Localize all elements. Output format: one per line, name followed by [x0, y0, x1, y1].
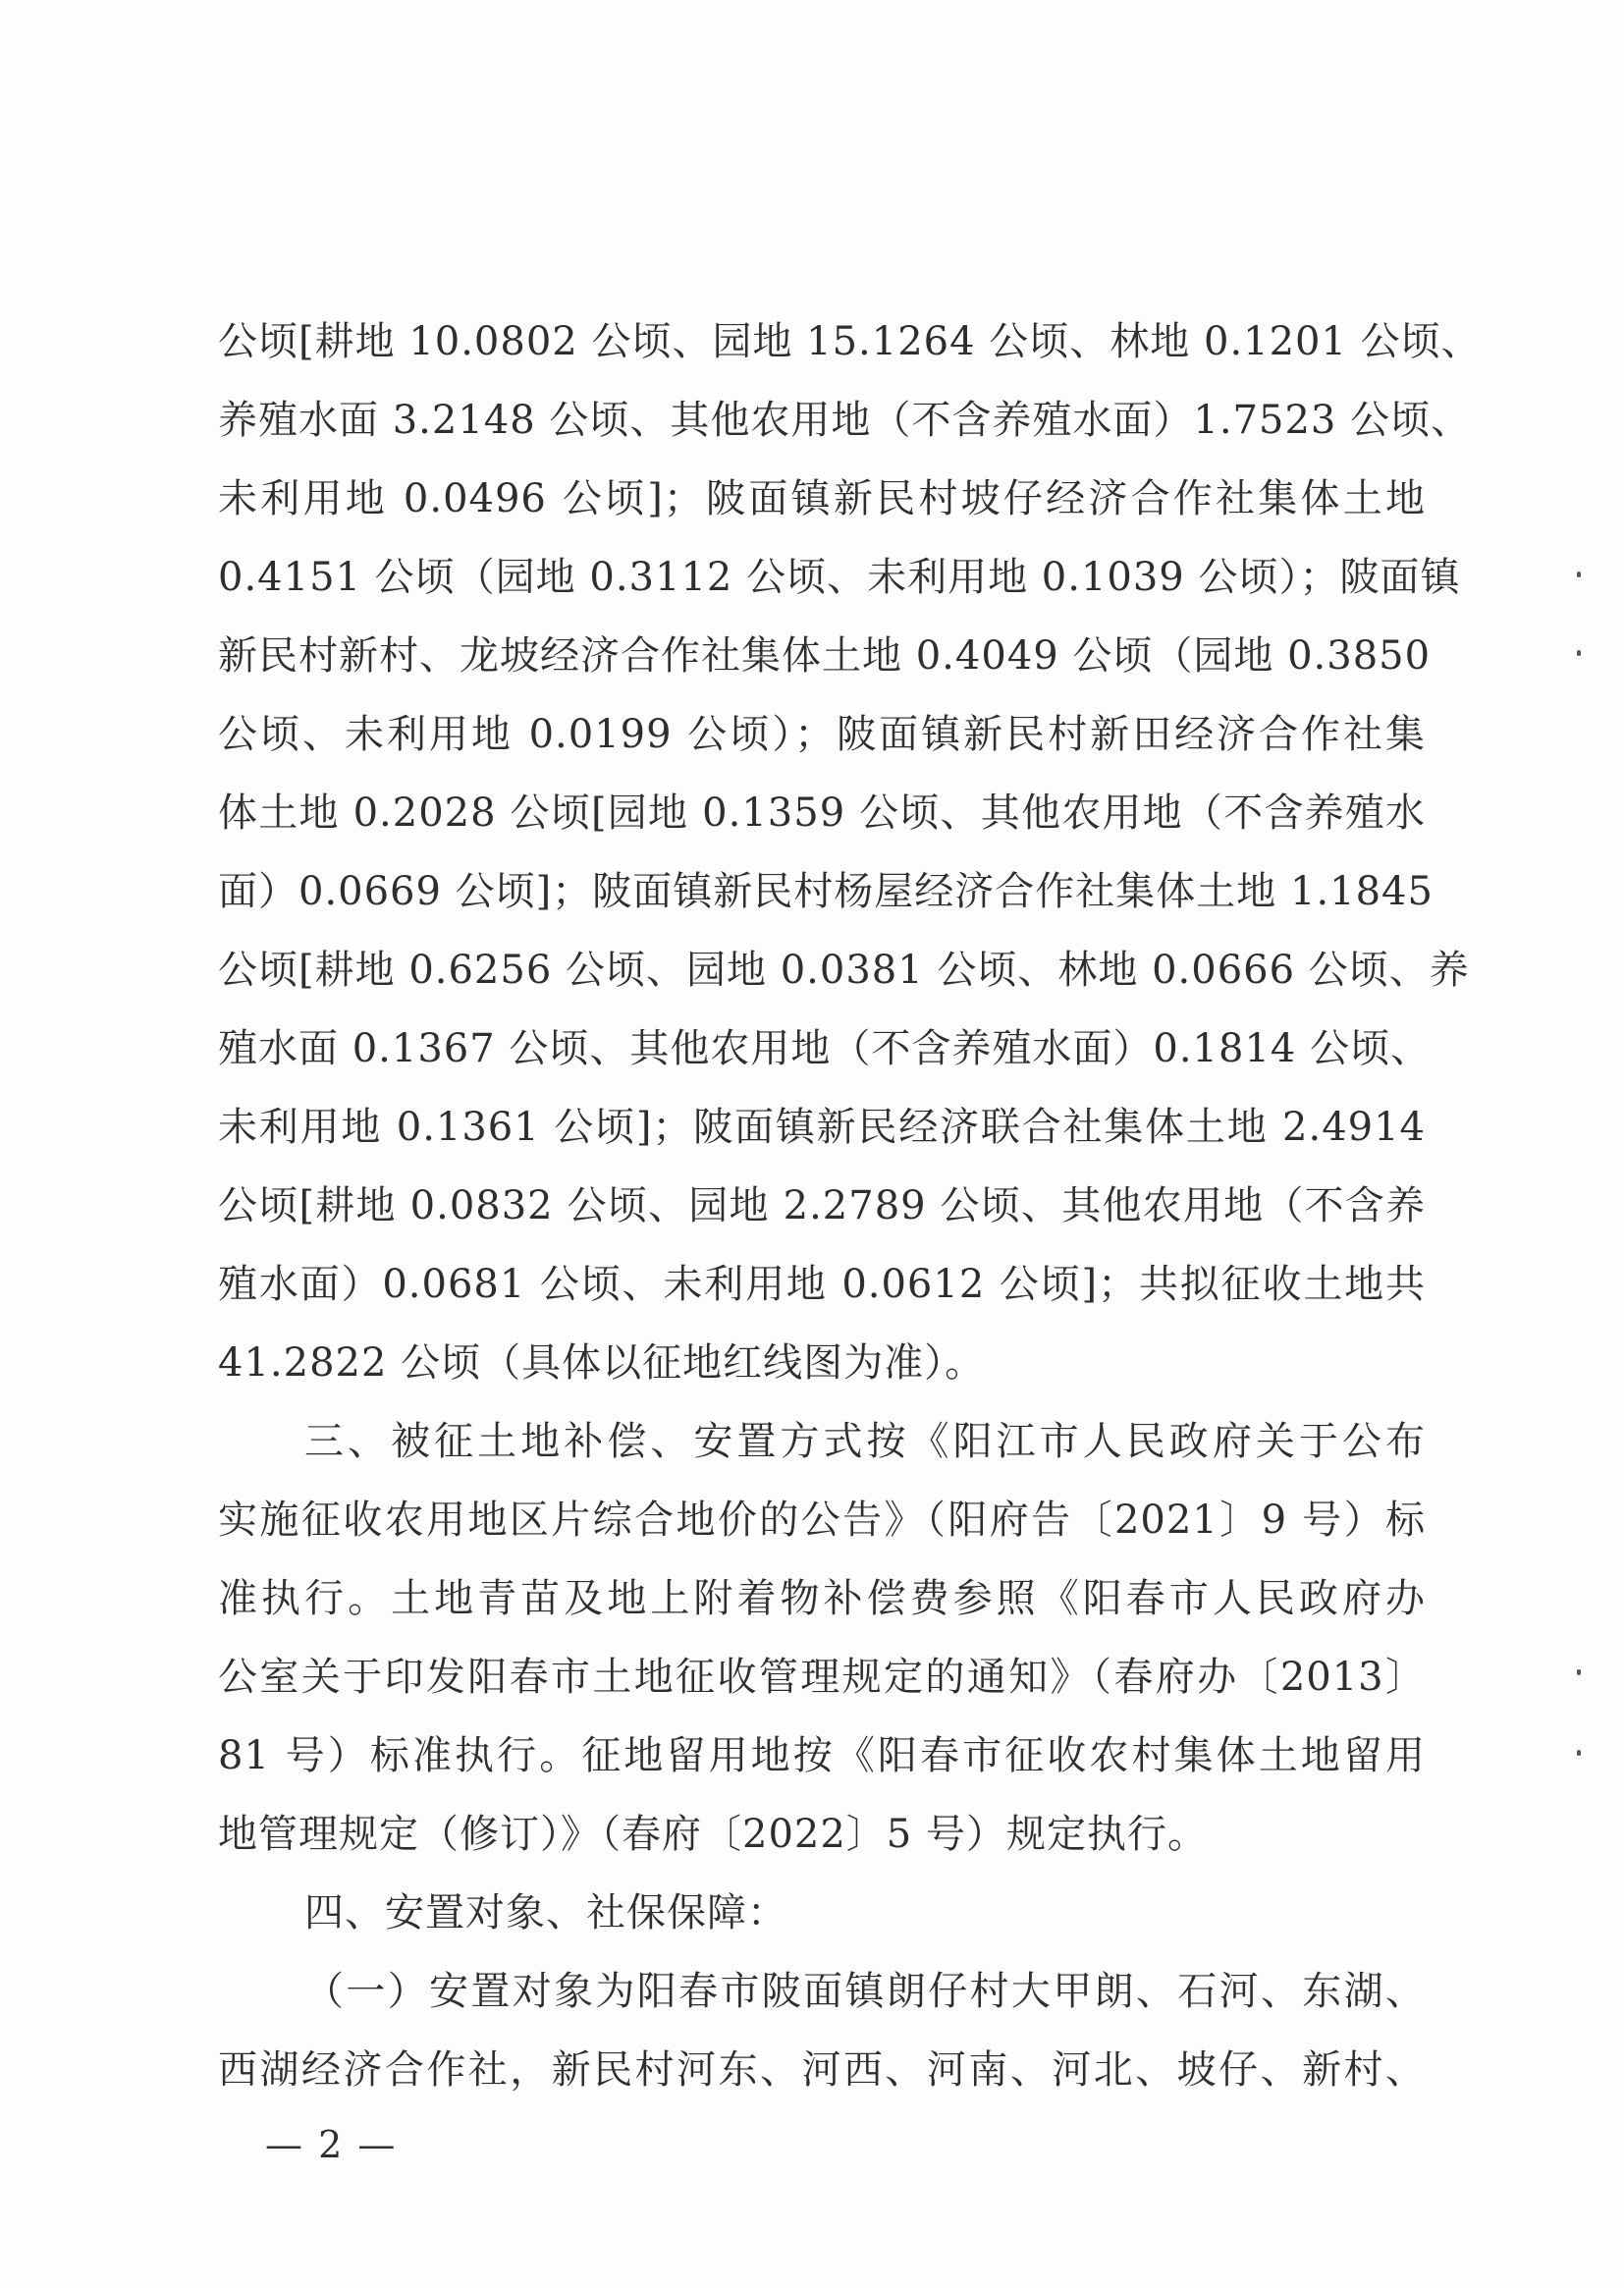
- text-line-14: 41.2822 公顷（具体以征地红线图为准）。: [218, 1340, 986, 1386]
- text-line-23: 西湖经济合作社，新民村河东、河西、河南、河北、坡仔、新村、: [218, 2047, 1426, 2093]
- scan-speck: [1577, 1669, 1581, 1675]
- text-line-19: 81 号）标准执行。征地留用地按《阳春市征收农村集体土地留用: [218, 1733, 1426, 1778]
- text-line-3: 未利用地 0.0496 公顷]；陂面镇新民村坡仔经济合作社集体土地: [218, 476, 1426, 521]
- text-line-6: 公顷、未利用地 0.0199 公顷）；陂面镇新民村新田经济合作社集: [218, 712, 1426, 757]
- subsection-one-line: （一）安置对象为阳春市陂面镇朗仔村大甲朗、石河、东湖、: [304, 1969, 1426, 2014]
- scan-speck: [1577, 572, 1581, 577]
- section-three-heading-line: 三、被征土地补偿、安置方式按《阳江市人民政府关于公布: [304, 1419, 1426, 1464]
- text-line-20: 地管理规定（修订）》（春府〔2022〕5 号）规定执行。: [218, 1812, 1208, 1857]
- scan-speck: [1577, 650, 1581, 656]
- text-line-7: 体土地 0.2028 公顷[园地 0.1359 公顷、其他农用地（不含养殖水: [218, 790, 1426, 836]
- text-line-13: 殖水面）0.0681 公顷、未利用地 0.0612 公顷]；共拟征收土地共: [218, 1262, 1426, 1307]
- text-line-9: 公顷[耕地 0.6256 公顷、园地 0.0381 公顷、林地 0.0666 公顷、养: [218, 948, 1470, 993]
- text-line-10: 殖水面 0.1367 公顷、其他农用地（不含养殖水面）0.1814 公顷、: [218, 1026, 1432, 1071]
- text-line-18: 公室关于印发阳春市土地征收管理规定的通知》（春府办〔2013〕: [218, 1655, 1426, 1700]
- text-line-8: 面）0.0669 公顷]；陂面镇新民村杨屋经济合作社集体土地 1.1845: [218, 869, 1434, 914]
- text-line-16: 实施征收农用地区片综合地价的公告》（阳府告〔2021〕9 号）标: [218, 1498, 1426, 1543]
- text-line-1: 公顷[耕地 10.0802 公顷、园地 15.1264 公顷、林地 0.1201 公顷、: [218, 319, 1482, 364]
- section-four-heading: 四、安置对象、社保保障：: [304, 1890, 787, 1935]
- text-line-12: 公顷[耕地 0.0832 公顷、园地 2.2789 公顷、其他农用地（不含养: [218, 1183, 1426, 1228]
- text-line-11: 未利用地 0.1361 公顷]；陂面镇新民经济联合社集体土地 2.4914: [218, 1105, 1426, 1150]
- page-number: — 2 —: [265, 2123, 398, 2166]
- text-line-17: 准执行。土地青苗及地上附着物补偿费参照《阳春市人民政府办: [218, 1576, 1426, 1621]
- scan-speck: [1577, 1750, 1581, 1756]
- text-line-5: 新民村新村、龙坡经济合作社集体土地 0.4049 公顷（园地 0.3850: [218, 633, 1432, 679]
- text-line-2: 养殖水面 3.2148 公顷、其他农用地（不含养殖水面）1.7523 公顷、: [218, 398, 1472, 443]
- text-line-4: 0.4151 公顷（园地 0.3112 公顷、未利用地 0.1039 公顷）；陂面镇: [218, 555, 1461, 600]
